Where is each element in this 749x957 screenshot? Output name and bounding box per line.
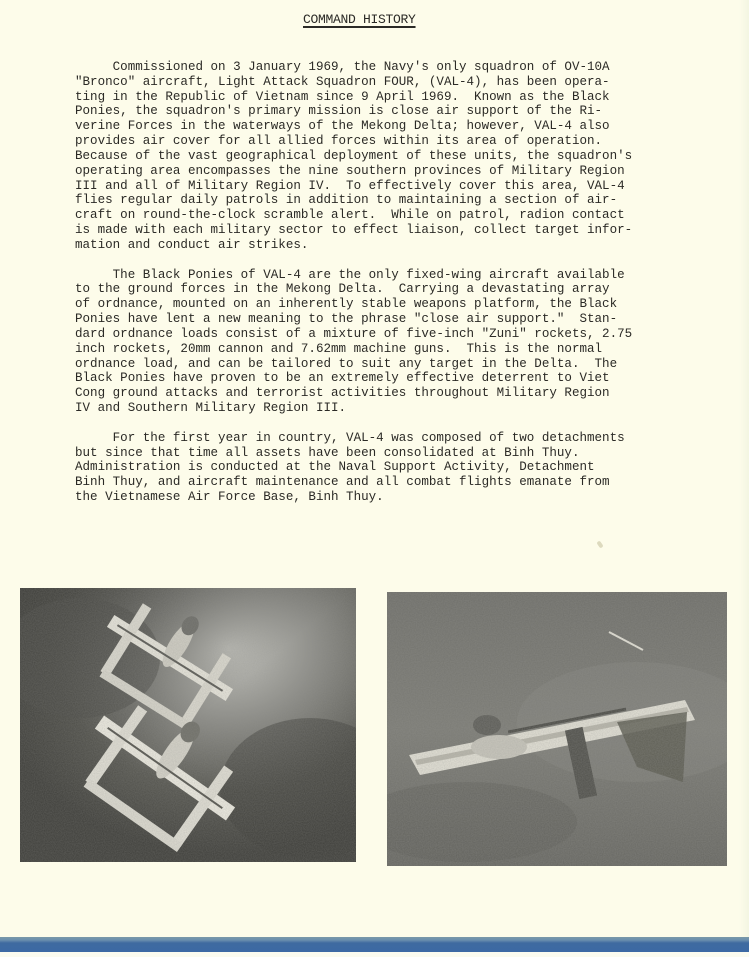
- text-line: mation and conduct air strikes.: [75, 237, 309, 252]
- photo-two-aircraft-image: [20, 588, 356, 862]
- text-line: Ponies have lent a new meaning to the phrase "close air support." Stan-: [75, 312, 618, 327]
- text-line: dard ordnance loads consist of a mixture of five-inch "Zuni" rockets, 2.75: [75, 326, 633, 341]
- page-title: COMMAND HISTORY: [303, 12, 416, 27]
- text-line: flies regular daily patrols in addition to maintaining a section of air-: [75, 193, 618, 208]
- text-line: to the ground forces in the Mekong Delta. Carrying a devastating array: [75, 282, 610, 297]
- text-line: inch rockets, 20mm cannon and 7.62mm machine guns. This is the normal: [75, 341, 603, 356]
- page-edge: [739, 0, 749, 957]
- text-line: Black Ponies have proven to be an extremely effective deterrent to Viet: [75, 371, 610, 386]
- text-line: For the first year in country, VAL-4 was composed of two detachments: [75, 430, 625, 445]
- photo-single-aircraft-image: [387, 592, 727, 866]
- text-line: Binh Thuy, and aircraft maintenance and all combat flights emanate from: [75, 475, 610, 490]
- photo-single-aircraft-banking: [387, 592, 727, 866]
- text-line: ordnance load, and can be tailored to suit any target in the Delta. The: [75, 356, 618, 371]
- paragraph-organization: [75, 431, 645, 505]
- text-line: verine Forces in the waterways of the Mekong Delta; however, VAL-4 also: [75, 119, 610, 134]
- text-line: Cong ground attacks and terrorist activities throughout Military Region: [75, 386, 610, 401]
- text-line: the Vietnamese Air Force Base, Binh Thuy.: [75, 490, 384, 505]
- text-line: "Bronco" aircraft, Light Attack Squadron FOUR, (VAL-4), has been opera-: [75, 74, 610, 89]
- body-text: [75, 60, 645, 520]
- paragraph-commissioning: [75, 60, 645, 253]
- text-line: Ponies, the squadron's primary mission is close air support of the Ri-: [75, 104, 603, 119]
- text-line: provides air cover for all allied forces within its area of operation.: [75, 134, 603, 149]
- text-line: IV and Southern Military Region III.: [75, 401, 347, 416]
- text-line: The Black Ponies of VAL-4 are the only fixed-wing aircraft available: [75, 267, 625, 282]
- paper-smudge: [596, 540, 603, 548]
- text-line: Because of the vast geographical deployment of these units, the squadron's: [75, 148, 633, 163]
- text-line: of ordnance, mounted on an inherently stable weapons platform, the Black: [75, 297, 618, 312]
- text-line: but since that time all assets have been consolidated at Binh Thuy.: [75, 445, 580, 460]
- text-line: is made with each military sector to effect liaison, collect target infor-: [75, 223, 633, 238]
- photo-two-aircraft-formation: [20, 588, 356, 862]
- text-line: operating area encompasses the nine southern provinces of Military Region: [75, 163, 625, 178]
- text-line: ting in the Republic of Vietnam since 9 April 1969. Known as the Black: [75, 89, 610, 104]
- text-line: III and all of Military Region IV. To effectively cover this area, VAL-4: [75, 178, 625, 193]
- text-line: Administration is conducted at the Naval Support Activity, Detachment: [75, 460, 595, 475]
- bottom-paper-edge: [0, 952, 749, 957]
- bottom-color-band: [0, 937, 749, 952]
- text-line: Commissioned on 3 January 1969, the Navy's only squadron of OV-10A: [75, 60, 610, 74]
- text-line: craft on round-the-clock scramble alert. While on patrol, radion contact: [75, 208, 625, 223]
- paragraph-ordnance: [75, 268, 645, 416]
